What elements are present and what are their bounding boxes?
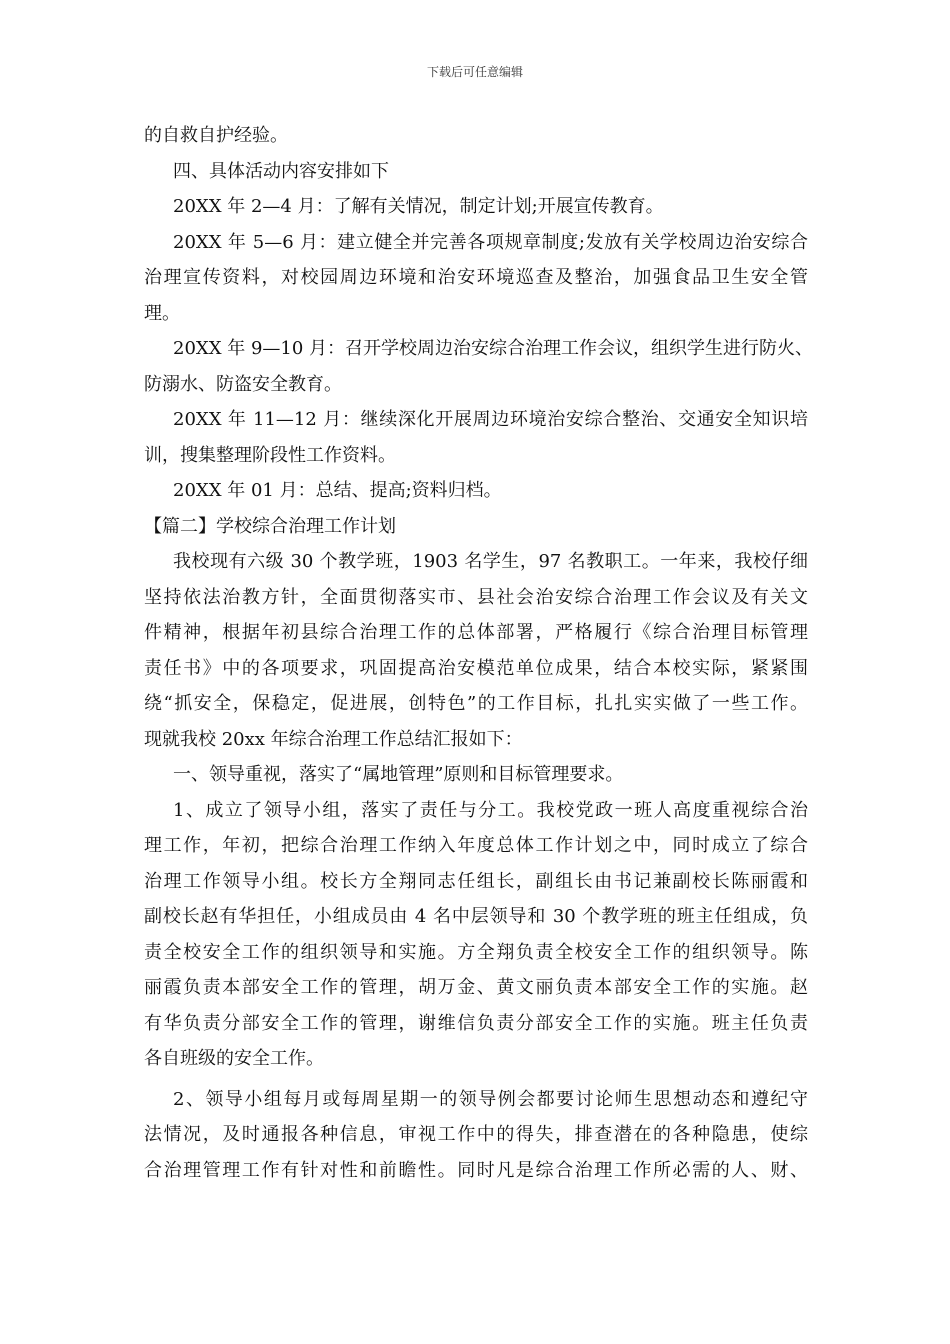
text-line: 防溺水、防盗安全教育。 bbox=[144, 373, 342, 395]
text-line: 【篇二】学校综合治理工作计划 bbox=[144, 515, 396, 537]
text-line: 责任书》中的各项要求，巩固提高治安模范单位成果，结合本校实际，紧紧围 bbox=[144, 657, 808, 679]
text-line: 治理工作领导小组。校长方全翔同志任组长，副组长由书记兼副校长陈丽霞和 bbox=[144, 870, 808, 892]
text-line: 理。 bbox=[144, 302, 180, 324]
text-line: 一、领导重视，落实了“属地管理”原则和目标管理要求。 bbox=[173, 764, 624, 785]
text-line: 件精神，根据年初县综合治理工作的总体部署，严格履行《综合治理目标管理 bbox=[144, 622, 808, 643]
document-body bbox=[144, 118, 814, 1188]
text-line: 的自救自护经验。 bbox=[144, 125, 288, 146]
text-line: 训，搜集整理阶段性工作资料。 bbox=[144, 444, 396, 466]
text-line: 理工作，年初，把综合治理工作纳入年度总体工作计划之中，同时成立了综合 bbox=[144, 835, 808, 856]
text-line: 有华负责分部安全工作的管理，谢维信负责分部安全工作的实施。班主任负责 bbox=[144, 1012, 808, 1034]
text-line: 20XX 年 2—4 月：了解有关情况，制定计划;开展宣传教育。 bbox=[173, 196, 664, 217]
text-line: 20XX 年 9—10 月：召开学校周边治安综合治理工作会议，组织学生进行防火、 bbox=[173, 338, 814, 359]
text-line: 现就我校 20xx 年综合治理工作总结汇报如下： bbox=[144, 728, 523, 750]
text-line: 合治理管理工作有针对性和前瞻性。同时凡是综合治理工作所必需的人、财、 bbox=[144, 1159, 808, 1181]
text-line: 四、具体活动内容安排如下 bbox=[173, 160, 389, 182]
text-line: 法情况，及时通报各种信息，审视工作中的得失，排查潜在的各种隐患，使综 bbox=[144, 1124, 808, 1145]
text-line: 丽霞负责本部安全工作的管理，胡万金、黄文丽负责本部安全工作的实施。赵 bbox=[144, 977, 808, 998]
text-line: 1、成立了领导小组，落实了责任与分工。我校党政一班人高度重视综合治 bbox=[173, 799, 808, 821]
text-line: 2、领导小组每月或每周星期一的领导例会都要讨论师生思想动态和遵纪守 bbox=[173, 1088, 808, 1110]
text-line: 副校长赵有华担任，小组成员由 4 名中层领导和 30 个教学班的班主任组成，负 bbox=[144, 906, 808, 927]
text-line: 各自班级的安全工作。 bbox=[144, 1048, 324, 1069]
text-line: 坚持依法治教方针，全面贯彻落实市、县社会治安综合治理工作会议及有关文 bbox=[144, 586, 808, 608]
text-line: 20XX 年 11—12 月：继续深化开展周边环境治安综合整治、交通安全知识培 bbox=[173, 409, 808, 430]
page-header: 下载后可任意编辑 bbox=[426, 65, 523, 79]
text-line: 我校现有六级 30 个教学班，1903 名学生，97 名教职工。一年来，我校仔细 bbox=[173, 551, 808, 572]
text-line: 绕“抓安全，保稳定，促进展，创特色”的工作目标，扎扎实实做了一些工作。 bbox=[144, 693, 808, 714]
text-line: 责全校安全工作的组织领导和实施。方全翔负责全校安全工作的组织领导。陈 bbox=[144, 941, 808, 963]
text-line: 20XX 年 5—6 月：建立健全并完善各项规章制度;发放有关学校周边治安综合 bbox=[173, 231, 808, 253]
text-line: 20XX 年 01 月：总结、提高;资料归档。 bbox=[173, 480, 502, 501]
text-line: 治理宣传资料，对校园周边环境和治安环境巡查及整治，加强食品卫生安全管 bbox=[144, 267, 808, 288]
